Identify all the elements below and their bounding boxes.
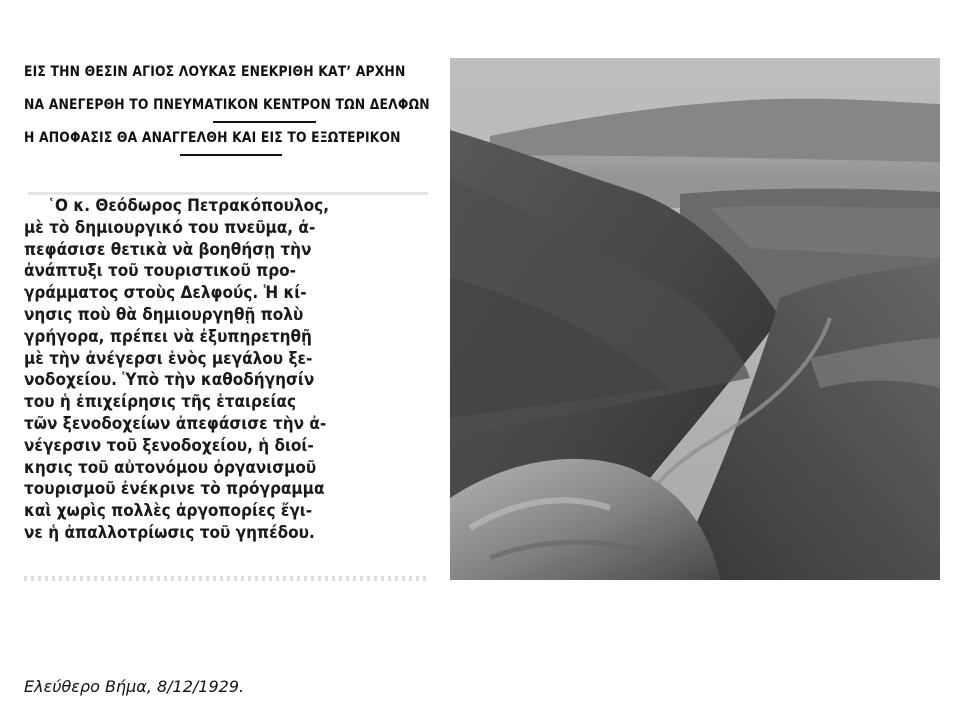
headline-underline bbox=[213, 121, 316, 123]
article-line: νε ἡ ἀπαλλοτρίωσις τοῦ γηπέδου. bbox=[24, 522, 315, 543]
article-line: καὶ χωρὶς πολλὲς ἀργοπορίες ἔγι- bbox=[24, 501, 313, 522]
article-line: τουρισμοῦ ἐνέκρινε τὸ πρόγραμμα bbox=[24, 479, 325, 500]
headline-line-1: ΕΙΣ ΤΗΝ ΘΕΣΙΝ ΑΓΙΟΣ ΛΟΥΚΑΣ ΕΝΕΚΡΙΘΗ ΚΑΤ’ ΑΡΧΗΝ bbox=[24, 64, 406, 80]
newspaper-headlines bbox=[24, 56, 430, 155]
article-line: νέγερσιν τοῦ ξενοδοχείου, ἡ διοί- bbox=[24, 435, 314, 456]
article-line: πεφάσισε θετικὰ νὰ βοηθήσῃ τὴν bbox=[24, 239, 312, 260]
article-line: ῾Ο κ. Θεόδωρος Πετρακόπουλος, bbox=[47, 196, 330, 216]
article-line: του ἡ ἐπιχείρησις τῆς ἑταιρείας bbox=[24, 392, 297, 413]
valley-landscape-photo bbox=[450, 58, 940, 580]
newspaper-article-body bbox=[24, 196, 395, 545]
article-line: μὲ τὸ δημιουργικό του πνεῦμα, ἀ- bbox=[24, 217, 316, 238]
article-line: κησις τοῦ αὐτονόμου ὀργανισμοῦ bbox=[24, 457, 317, 478]
clipping-cut-edge bbox=[28, 192, 428, 195]
headline-underline bbox=[180, 154, 282, 156]
article-line: γρήγορα, πρέπει νὰ ἐξυπηρετηθῇ bbox=[24, 326, 312, 347]
headline-line-2: ΝΑ ΑΝΕΓΕΡΘΗ ΤΟ ΠΝΕΥΜΑΤΙΚΟΝ ΚΕΝΤΡΟΝ ΤΩΝ ΔΕΛΦΩΝ bbox=[24, 97, 430, 113]
article-line: μὲ τὴν ἀνέγερσι ἑνὸς μεγάλου ξε- bbox=[24, 348, 313, 369]
article-line: νοδοχείου. Ὑπὸ τὴν καθοδήγησίν bbox=[24, 370, 315, 391]
source-caption: Ελεύθερο Βήμα, 8/12/1929. bbox=[24, 677, 245, 696]
clipping-cut-edge bbox=[24, 576, 430, 581]
article-line: τῶν ξενοδοχείων ἀπεφάσισε τὴν ἀ- bbox=[24, 413, 327, 434]
article-line: νησις ποὺ θὰ δημιουργηθῇ πολὺ bbox=[24, 304, 304, 325]
headline-line-3: Η ΑΠΟΦΑΣΙΣ ΘΑ ΑΝΑΓΓΕΛΘΗ ΚΑΙ ΕΙΣ ΤΟ ΕΞΩΤΕΡΙΚΟΝ bbox=[24, 130, 401, 146]
article-line: ἀνάπτυξι τοῦ τουριστικοῦ προ- bbox=[24, 261, 297, 282]
article-line: γράμματος στοὺς Δελφούς. Ἡ κί- bbox=[24, 283, 307, 304]
